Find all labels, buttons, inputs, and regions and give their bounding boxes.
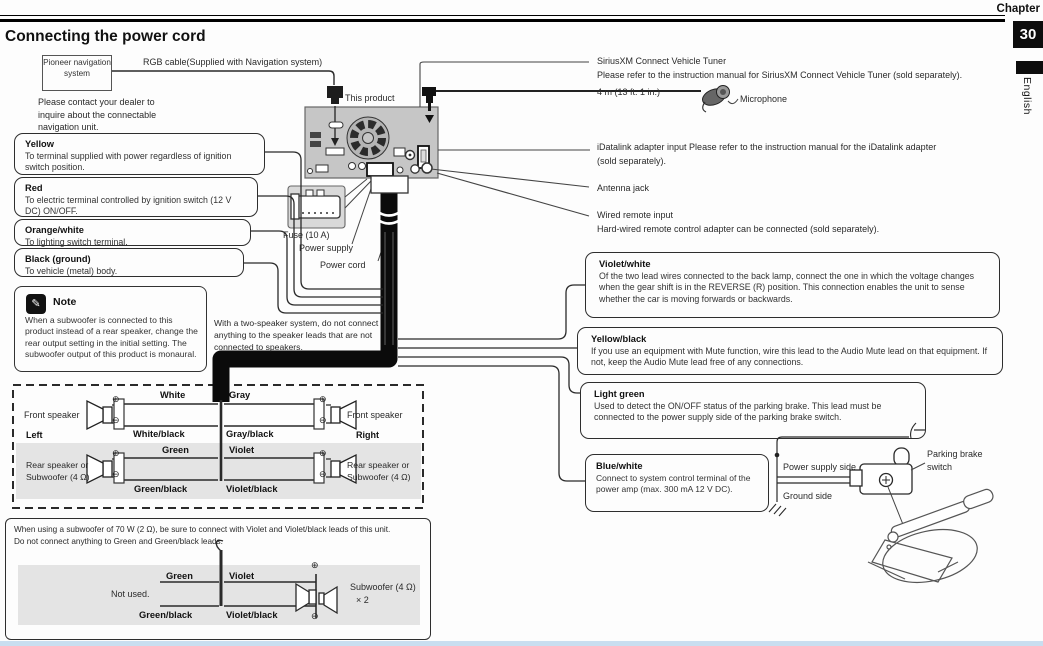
parking-brake-switch-label: Parking brake switch [927, 449, 983, 472]
fuse-label: Fuse (10 A) [283, 230, 330, 240]
header-rule [0, 15, 1005, 22]
right-lead-wires [398, 285, 585, 481]
rear-left-speaker-label: Rear speaker or Subwoofer (4 Ω) [26, 460, 90, 483]
dealer-note: Please contact your dealer to inquire about the connectable navigation unit. [38, 97, 157, 133]
parking-brake-lever-sketch [868, 488, 995, 591]
rgb-cable-wire [112, 71, 334, 85]
lead-name: Yellow/black [591, 334, 647, 344]
wire-label-gray-black: Gray/black [226, 429, 274, 439]
this-product-label: This product [345, 93, 395, 103]
ground-side-label: Ground side [783, 491, 833, 501]
antenna-jack-port [422, 163, 432, 173]
left-channel-label: Left [26, 430, 43, 440]
wire-label-gray: Gray [229, 390, 251, 400]
siriusxm-title: SiriusXM Connect Vehicle Tuner [597, 56, 727, 66]
subwoofer-note-line2: Do not connect anything to Green and Green/black leads. [14, 537, 223, 546]
front-left-speaker-icon [87, 401, 112, 429]
lead-desc: To vehicle (metal) body. [25, 265, 118, 276]
power-supply-connector [367, 163, 393, 176]
callout-leader-lines [420, 62, 590, 216]
lead-name: Violet/white [599, 259, 651, 269]
lead-name: Black (ground) [25, 254, 91, 264]
power-supply-label: Power supply [299, 243, 354, 253]
plus-icon: ⊕ [112, 394, 120, 404]
two-speaker-note: With a two-speaker system, do not connect anything to the speaker leads that are not connected to speakers. [214, 318, 379, 353]
pioneer-navigation-box: Pioneer navigation system [42, 55, 112, 91]
wire-label-green-black: Green/black [134, 484, 188, 494]
note-pencil-icon: ✎ [26, 294, 46, 314]
lead-desc: Used to detect the ON/OFF status of the parking brake. This lead must be connected to the power supply side of the parking brake switch. [594, 400, 882, 423]
plus-icon: ⊕ [319, 394, 327, 404]
subwoofer-note-line1: When using a subwoofer of 70 W (2 Ω), be sure to connect with Violet and Violet/black leads of this unit. [14, 525, 391, 534]
wired-remote-desc: Hard-wired remote control adapter can be connected (sold separately). [597, 224, 880, 234]
lead-name: Red [25, 183, 43, 193]
minus-icon: ⊖ [112, 415, 120, 425]
lead-name: Blue/white [596, 461, 643, 471]
scan-edge-strip [0, 641, 1043, 646]
wire-label-green: Green [162, 445, 189, 455]
note-title: Note [53, 296, 77, 308]
wire-label-white: White [160, 390, 186, 400]
idatalink-line2: (sold separately). [597, 156, 667, 166]
chapter-label: Chapter [996, 3, 1040, 15]
rgb-cable-label: RGB cable(Supplied with Navigation system) [143, 57, 323, 67]
lead-box-yellow [14, 133, 265, 175]
subwoofer-times-two: × 2 [356, 595, 369, 605]
wired-remote-title: Wired remote input [597, 210, 674, 220]
wire-label-violet: Violet [229, 571, 255, 581]
minus-icon: ⊖ [112, 469, 120, 479]
microphone-icon [700, 86, 729, 113]
lead-box-orange-white [14, 219, 251, 246]
front-right-speaker-label: Front speaker [347, 410, 403, 420]
lead-box-red [14, 177, 258, 217]
lead-desc: Of the two lead wires connected to the back lamp, connect the one in which the voltage changes when the gear shift is in the REVERSE (R) position. This connection enables the unit to sense whether the car is moving forwards or backwards. [599, 270, 975, 305]
lead-name: Orange/white [25, 225, 84, 235]
front-left-speaker-label: Front speaker [24, 410, 80, 420]
wire-label-green-black: Green/black [139, 610, 193, 620]
lead-box-yellow-black [577, 327, 1003, 375]
wire-label-green: Green [166, 571, 193, 581]
lead-desc: If you use an equipment with Mute function, wire this lead to the Audio Mute lead on that equipment. If not, keep the Audio Mute lead free of any connections. [591, 345, 988, 368]
wire-label-violet: Violet [229, 445, 255, 455]
siriusxm-desc: Please refer to the instruction manual for SiriusXM Connect Vehicle Tuner (sold separately). [597, 70, 963, 80]
subwoofer-label: Subwoofer (4 Ω) [350, 582, 416, 592]
lead-desc: Connect to system control terminal of the power amp (max. 300 mA 12 V DC). [596, 472, 751, 494]
lead-name: Light green [594, 389, 645, 399]
page-title: Connecting the power cord [5, 28, 206, 45]
language-tab-marker [1016, 61, 1043, 74]
lead-box-light-green [580, 382, 926, 439]
lead-box-violet-white [585, 252, 1000, 318]
wire-label-violet-black: Violet/black [226, 484, 278, 494]
microphone-label: Microphone [740, 94, 788, 104]
antenna-jack-label: Antenna jack [597, 183, 650, 193]
rear-right-speaker-label: Rear speaker or Subwoofer (4 Ω) [347, 460, 411, 483]
power-cord-connector [371, 176, 408, 193]
chapter-number-badge: 30 [1013, 21, 1043, 48]
lead-desc: To electric terminal controlled by ignition switch (12 V DC) ON/OFF. [25, 194, 232, 217]
minus-icon: ⊖ [319, 469, 327, 479]
note-text: When a subwoofer is connected to this product instead of a rear speaker, change the rear output setting in the initial setting. The subwoofer output of this product is monaural. [25, 315, 198, 360]
minus-icon: ⊖ [319, 415, 327, 425]
lead-desc: To terminal supplied with power regardless of ignition switch position. [25, 150, 232, 173]
microphone-assembly [422, 86, 738, 124]
lead-box-black-ground [14, 248, 244, 277]
lead-desc: To lighting switch terminal. [25, 236, 128, 247]
plus-icon: ⊕ [311, 560, 319, 570]
power-cord-label: Power cord [320, 260, 366, 270]
plus-icon: ⊕ [319, 448, 327, 458]
plus-icon: ⊕ [112, 448, 120, 458]
wire-label-violet-black: Violet/black [226, 610, 278, 620]
idatalink-line1: iDatalink adapter input Please refer to the instruction manual for the iDatalink adapter [597, 142, 937, 152]
lead-box-blue-white [585, 454, 769, 512]
power-supply-side-label: Power supply side [783, 462, 857, 472]
parking-brake-switch-icon [850, 448, 912, 494]
lead-name: Yellow [25, 139, 54, 149]
mic-length-label: 4 m (13 ft. 1 in.) [597, 87, 661, 97]
right-channel-label: Right [356, 430, 379, 440]
wire-label-white-black: White/black [133, 429, 185, 439]
minus-icon: ⊖ [311, 611, 319, 621]
language-tab-label: English [1021, 77, 1033, 115]
not-used-label: Not used. [111, 589, 150, 599]
note-box [14, 286, 207, 372]
